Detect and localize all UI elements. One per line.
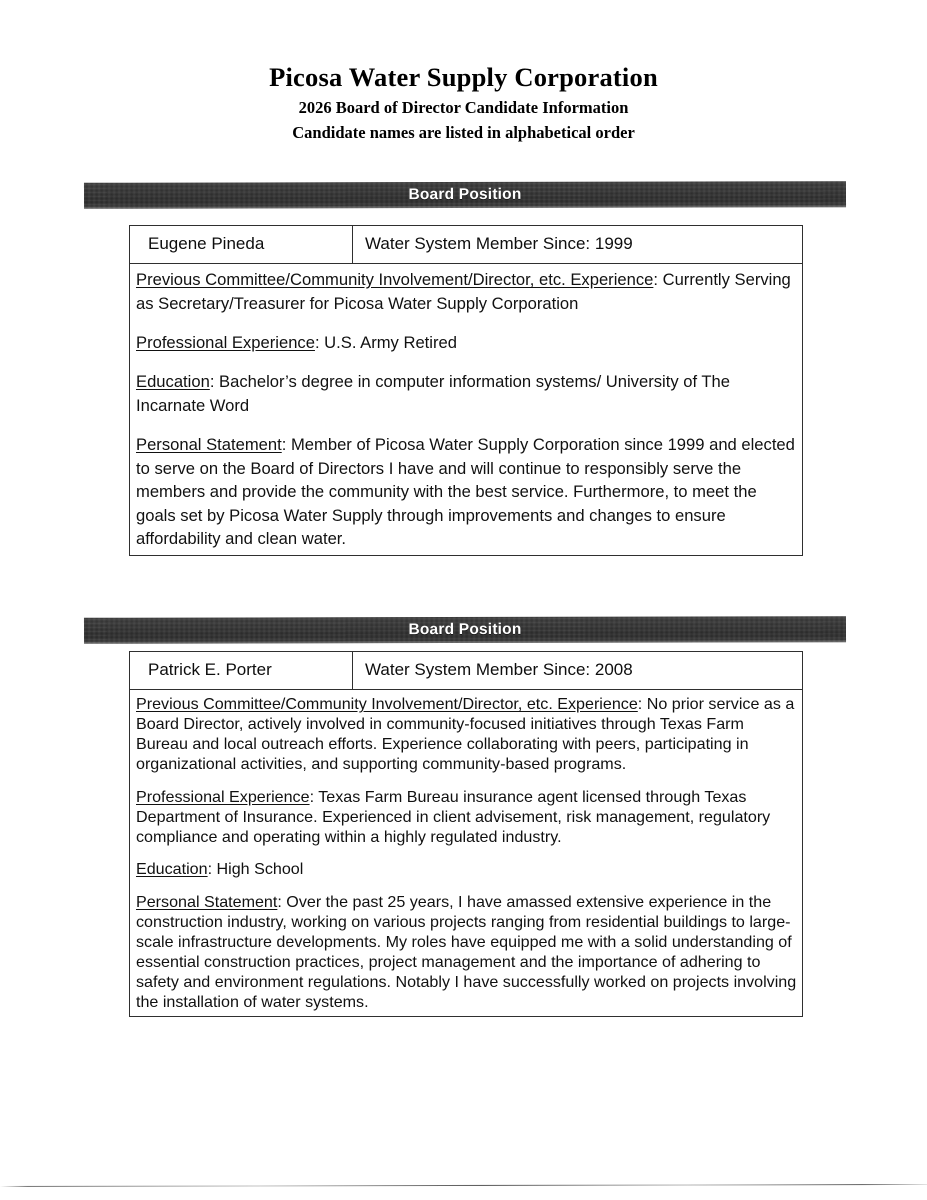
candidate-details (130, 690, 802, 1016)
scan-edge-artifact (0, 1184, 927, 1187)
field-value: : High School (207, 860, 304, 879)
field-value: : Bachelor’s degree in computer information systems/ University of The Incarnate Word (136, 372, 730, 415)
section-banner-1 (84, 181, 846, 209)
candidate-field-education (136, 370, 798, 417)
candidate-details (130, 264, 802, 555)
field-value: : Over the past 25 years, I have amassed extensive experience in the construction industry, working on various projects ranging from residential buildings to large-scale infrastructure developments. My roles have equipped me with a solid understanding of essential construction practices, project management and the importance of adhering to safety and environment regulations. Notably I have successfully worked on projects involving the installation of water systems. (136, 892, 797, 1011)
field-value: : Member of Picosa Water Supply Corporation since 1999 and elected to serve on the Board of Directors I have and will continue to responsibly serve the members and provide the community with the best service. Furthermore, to meet the goals set by Picosa Water Supply through improvements and changes to ensure affordability and clean water. (136, 435, 795, 549)
candidate-field-previous-experience (136, 268, 798, 315)
field-label: Professional Experience (136, 787, 310, 806)
section-banner-label: Board Position (408, 185, 522, 204)
document-header (0, 62, 927, 144)
candidate-membership-since: Water System Member Since: 2008 (365, 660, 633, 679)
field-label: Professional Experience (136, 332, 315, 352)
field-label: Previous Committee/Community Involvement/Director, etc. Experience (136, 694, 638, 713)
section-banner-label: Board Position (408, 620, 522, 639)
field-label: Education (136, 372, 210, 392)
field-label: Education (136, 860, 208, 879)
section-banner-2 (84, 616, 846, 644)
field-label: Previous Committee/Community Involvement/Director, etc. Experience (136, 269, 654, 289)
candidate-field-personal-statement (136, 433, 798, 551)
candidate-field-personal-statement (136, 892, 798, 1012)
candidate-card-1 (129, 225, 803, 556)
document-subtitle-secondary: Candidate names are listed in alphabetical order (292, 122, 635, 142)
candidate-field-professional-experience (136, 331, 798, 355)
candidate-header-row (130, 652, 802, 690)
field-label: Personal Statement (136, 435, 282, 455)
candidate-header-row (130, 226, 802, 264)
candidate-field-professional-experience (136, 787, 798, 847)
field-value: : Currently Serving as Secretary/Treasurer for Picosa Water Supply Corporation (136, 269, 791, 313)
field-value: : Texas Farm Bureau insurance agent licensed through Texas Department of Insurance. Experienced in client advisement, risk management, regulatory compliance and operating within a highly regulated industry. (136, 787, 771, 846)
page-title: Picosa Water Supply Corporation (269, 62, 658, 92)
document-subtitle-primary: 2026 Board of Director Candidate Information (298, 98, 629, 118)
candidate-name: Patrick E. Porter (130, 652, 353, 689)
candidate-membership-since: Water System Member Since: 1999 (365, 234, 633, 253)
candidate-field-previous-experience (136, 694, 798, 774)
field-label: Personal Statement (136, 892, 278, 911)
field-value: : U.S. Army Retired (314, 332, 457, 352)
field-value: : No prior service as a Board Director, actively involved in community-focused initiatives through Texas Farm Bureau and local outreach efforts. Experience collaborating with peers, participating in organizational activities, and supporting community-based programs. (136, 694, 795, 774)
candidate-field-education (136, 859, 798, 879)
candidate-card-2 (129, 651, 803, 1017)
candidate-name: Eugene Pineda (130, 226, 353, 263)
